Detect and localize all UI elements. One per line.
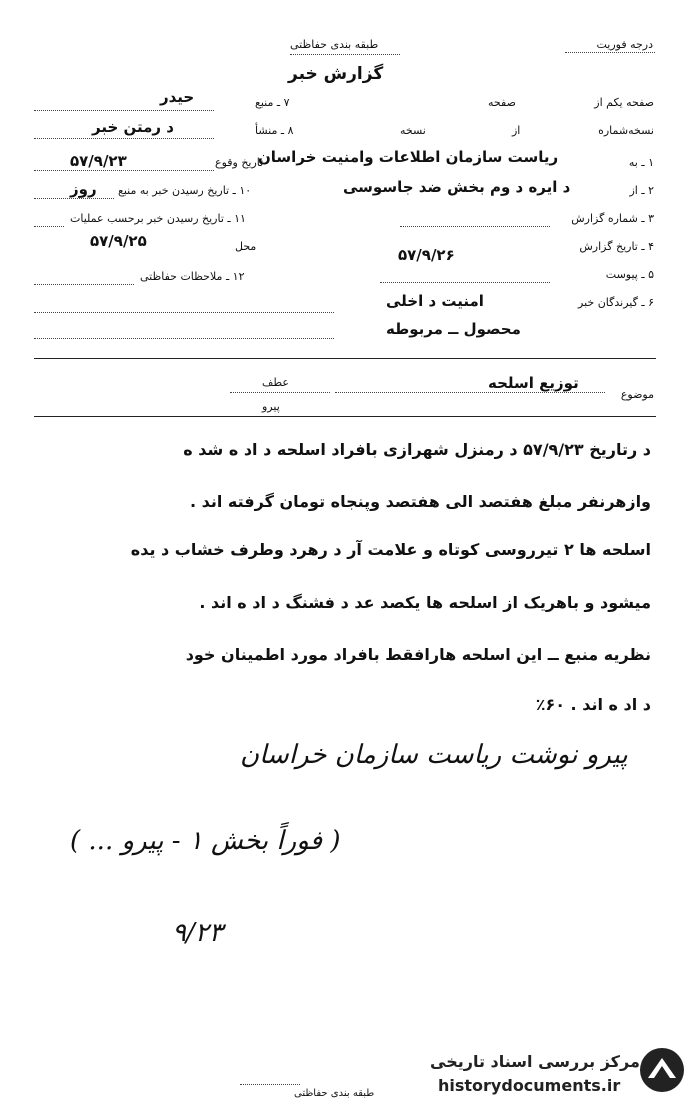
body-line-6: د اد ه اند . ۶۰٪ [535,695,651,714]
occurrence-date-label: تاریخ وقوع [215,156,264,169]
to-label: ۱ ـ به [628,156,654,169]
occurrence-date-value: ۵۷/۹/۲۳ [70,152,127,170]
recipients-value-2: محصول ــ مربوطه [386,320,521,338]
watermark-site: historydocuments.ir [438,1076,621,1095]
page-title: گزارش خبر [288,64,384,84]
origin-dots [34,138,214,139]
classification-bottom: طبقه بندی حفاظتی [294,1088,375,1099]
recipients-value: امنیت د اخلی [386,292,484,310]
classification-dots [290,54,400,55]
body-line-4: میشود و باهریک از اسلحه ها یکصد عد د فشنگ د اد ه اند . [199,593,651,612]
report-no-dots [400,226,550,227]
handwritten-note-2: ( فوراً بخش ۱ - پیرو ... ) [70,826,341,856]
body-line-5: نظریه منبع ــ این اسلحه هارافقط بافراد مورد اطمینان خود [185,645,651,664]
divider-top [34,358,656,359]
source-dots [34,110,214,111]
report-no-label: ۳ ـ شماره گزارش [571,212,654,225]
ref-label: عطف [262,376,289,389]
ref-dots [230,392,330,393]
remarks-label: ۱۲ ـ ملاحظات حفاظتی [140,270,245,283]
receipt-ops-label: ۱۱ ـ تاریخ رسیدن خبر برحسب عملیات [70,212,246,225]
report-date-value: ۵۷/۹/۲۶ [398,246,455,264]
remarks-dots-2 [34,312,334,313]
body-line-1: د رتاریخ ۵۷/۹/۲۳ د رمنزل شهرازی بافراد اسلحه د اد ه شد ه [183,440,651,459]
receipt-source-dots [34,198,114,199]
recipients-label: ۶ ـ گیرندگان خبر [578,296,654,309]
priority-dots [565,52,655,53]
classification-top: طبقه بندی حفاظتی [290,38,379,51]
occurrence-dots [34,170,214,171]
receipt-ops-value: ۵۷/۹/۲۵ [90,232,147,250]
follow-label: پیرو [262,400,280,413]
copy-of-label-2: نسخه [400,124,426,137]
handwritten-date: ۹/۲۳ [172,918,223,948]
origin-label: ۸ ـ منشأ [255,124,294,137]
attachment-dots [380,282,550,283]
origin-value: د رمتن خبر [92,118,174,136]
page-of-label: صفحه [488,96,516,109]
source-value: حیدر [160,88,195,106]
from-value: د ایره د وم بخش ضد جاسوسی [343,178,571,196]
receipt-ops-dots [34,226,64,227]
receipt-source-label: ۱۰ ـ تاریخ رسیدن خبر به منبع [118,184,252,197]
footer-dots [240,1084,300,1085]
subject-dots [335,392,605,393]
subject-label: موضوع [620,388,654,401]
to-value: ریاست سازمان اطلاعات وامنیت خراسان [258,148,559,166]
handwritten-note-1: پیرو نوشت ریاست سازمان خراسان [240,740,628,770]
page-label: صفحه یکم از [594,96,654,109]
watermark-org: مرکز بررسی اسناد تاریخی [430,1052,640,1071]
report-date-label: ۴ ـ تاریخ گزارش [579,240,654,253]
subject-value: توزیع اسلحه [488,374,579,392]
remarks-dots-3 [34,338,334,339]
divider-bottom [34,416,656,417]
remarks-dots [34,284,134,285]
copy-label: نسخه‌شماره [598,124,654,137]
receipt-source-value: روز [70,180,97,198]
body-line-3: اسلحه ها ۲ تیرروسی کوتاه و علامت آر د رهرد وطرف خشاب د یده [130,540,651,559]
source-label: ۷ ـ منبع [255,96,290,109]
place-label: محل [235,240,257,253]
copy-of-label: از [512,124,521,137]
archive-logo-icon [640,1048,684,1092]
body-line-2: وازهرنفر مبلغ هفتصد الی هفتصد وپنجاه تومان گرفته اند . [189,492,651,511]
priority-label: درجه فوریت [596,38,653,51]
from-label: ۲ ـ از [629,184,654,197]
attachment-label: ۵ ـ پیوست [605,268,654,281]
